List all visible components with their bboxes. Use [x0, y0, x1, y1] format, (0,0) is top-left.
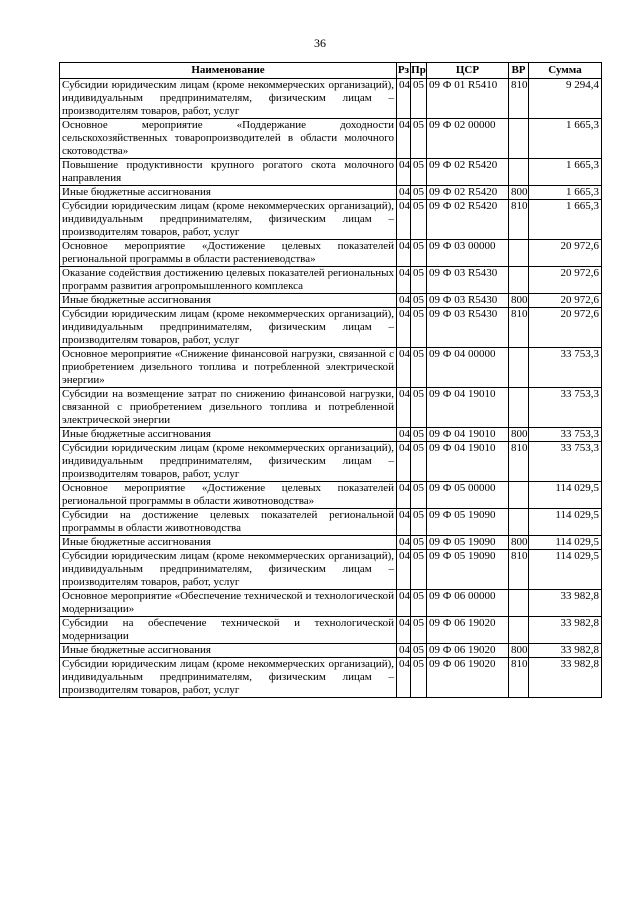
- header-row: [60, 63, 602, 79]
- row-name: Основное мероприятие «Снижение финансовой нагрузки, связанной с приобретением дизельного топлива и потребленной электрической энергии»: [60, 348, 397, 388]
- row-csr: 09 Ф 06 19020: [427, 617, 509, 644]
- row-pr: 05: [411, 308, 427, 348]
- row-vr: 800: [509, 428, 529, 442]
- header-pr: Пр: [411, 63, 427, 79]
- page-number: 36: [314, 36, 326, 50]
- row-rz: 04: [397, 388, 411, 428]
- row-csr: 09 Ф 05 19090: [427, 536, 509, 550]
- row-pr: 05: [411, 348, 427, 388]
- row-name: Субсидии на обеспечение технической и технологической модернизации: [60, 617, 397, 644]
- table-row: [60, 388, 602, 428]
- row-vr: [509, 509, 529, 536]
- row-sum: 114 029,5: [529, 536, 602, 550]
- row-vr: 810: [509, 658, 529, 698]
- row-sum: 33 753,3: [529, 348, 602, 388]
- row-pr: 05: [411, 294, 427, 308]
- row-csr: 09 Ф 02 R5420: [427, 186, 509, 200]
- row-rz: 04: [397, 79, 411, 119]
- row-pr: 05: [411, 550, 427, 590]
- row-rz: 04: [397, 644, 411, 658]
- row-vr: [509, 482, 529, 509]
- row-csr: 09 Ф 05 00000: [427, 482, 509, 509]
- row-name: Основное мероприятие «Поддержание доходности сельскохозяйственных товаропроизводителей в области молочного скотоводства»: [60, 119, 397, 159]
- row-sum: 33 982,8: [529, 617, 602, 644]
- row-csr: 09 Ф 06 19020: [427, 658, 509, 698]
- row-vr: 800: [509, 294, 529, 308]
- table-row: [60, 186, 602, 200]
- row-pr: 05: [411, 442, 427, 482]
- row-csr: 09 Ф 03 R5430: [427, 308, 509, 348]
- row-name: Иные бюджетные ассигнования: [60, 428, 397, 442]
- header-csr: ЦСР: [427, 63, 509, 79]
- row-pr: 05: [411, 482, 427, 509]
- row-csr: 09 Ф 05 19090: [427, 550, 509, 590]
- row-vr: [509, 388, 529, 428]
- row-rz: 04: [397, 119, 411, 159]
- row-sum: 1 665,3: [529, 200, 602, 240]
- row-pr: 05: [411, 79, 427, 119]
- table-row: [60, 240, 602, 267]
- header-vr: ВР: [509, 63, 529, 79]
- row-vr: 810: [509, 79, 529, 119]
- row-pr: 05: [411, 119, 427, 159]
- row-pr: 05: [411, 617, 427, 644]
- row-rz: 04: [397, 509, 411, 536]
- row-sum: 1 665,3: [529, 159, 602, 186]
- table-row: [60, 509, 602, 536]
- row-rz: 04: [397, 428, 411, 442]
- row-vr: [509, 119, 529, 159]
- header-name: Наименование: [60, 63, 397, 79]
- row-csr: 09 Ф 04 19010: [427, 388, 509, 428]
- row-csr: 09 Ф 03 R5430: [427, 267, 509, 294]
- row-vr: 810: [509, 308, 529, 348]
- table-row: [60, 658, 602, 698]
- row-name: Субсидии юридическим лицам (кроме некоммерческих организаций), индивидуальным предпринимателям, физическим лицам – производителям товаров, работ, услуг: [60, 658, 397, 698]
- row-csr: 09 Ф 02 R5420: [427, 200, 509, 240]
- row-vr: [509, 348, 529, 388]
- budget-table: [59, 62, 602, 698]
- row-pr: 05: [411, 388, 427, 428]
- table-row: [60, 267, 602, 294]
- row-sum: 114 029,5: [529, 482, 602, 509]
- table-row: [60, 294, 602, 308]
- row-rz: 04: [397, 536, 411, 550]
- row-name: Повышение продуктивности крупного рогатого скота молочного направления: [60, 159, 397, 186]
- row-sum: 9 294,4: [529, 79, 602, 119]
- table-row: [60, 482, 602, 509]
- row-csr: 09 Ф 06 19020: [427, 644, 509, 658]
- row-sum: 33 982,8: [529, 590, 602, 617]
- row-vr: 800: [509, 536, 529, 550]
- table-header: [60, 63, 602, 79]
- table-row: [60, 617, 602, 644]
- table-row: [60, 119, 602, 159]
- row-name: Субсидии юридическим лицам (кроме некоммерческих организаций), индивидуальным предпринимателям, физическим лицам – производителям товаров, работ, услуг: [60, 200, 397, 240]
- row-sum: 33 982,8: [529, 658, 602, 698]
- row-vr: [509, 240, 529, 267]
- row-csr: 09 Ф 03 00000: [427, 240, 509, 267]
- row-name: Оказание содействия достижению целевых показателей региональных программ развития агропромышленного комплекса: [60, 267, 397, 294]
- table-row: [60, 348, 602, 388]
- row-pr: 05: [411, 658, 427, 698]
- row-pr: 05: [411, 186, 427, 200]
- row-rz: 04: [397, 240, 411, 267]
- table-row: [60, 536, 602, 550]
- row-sum: 20 972,6: [529, 294, 602, 308]
- table-row: [60, 159, 602, 186]
- row-rz: 04: [397, 267, 411, 294]
- row-pr: 05: [411, 200, 427, 240]
- row-vr: 800: [509, 644, 529, 658]
- row-rz: 04: [397, 590, 411, 617]
- row-csr: 09 Ф 06 00000: [427, 590, 509, 617]
- row-sum: 33 753,3: [529, 428, 602, 442]
- row-rz: 04: [397, 348, 411, 388]
- row-sum: 20 972,6: [529, 267, 602, 294]
- row-sum: 1 665,3: [529, 119, 602, 159]
- table-row: [60, 308, 602, 348]
- row-rz: 04: [397, 617, 411, 644]
- table-row: [60, 200, 602, 240]
- row-csr: 09 Ф 01 R5410: [427, 79, 509, 119]
- row-vr: 810: [509, 442, 529, 482]
- row-csr: 09 Ф 04 19010: [427, 428, 509, 442]
- row-csr: 09 Ф 04 00000: [427, 348, 509, 388]
- row-rz: 04: [397, 550, 411, 590]
- row-rz: 04: [397, 159, 411, 186]
- row-rz: 04: [397, 200, 411, 240]
- row-sum: 33 753,3: [529, 442, 602, 482]
- row-vr: 810: [509, 550, 529, 590]
- row-sum: 33 982,8: [529, 644, 602, 658]
- row-name: Субсидии на возмещение затрат по снижению финансовой нагрузки, связанной с приобретением дизельного топлива и потребленной электрической энергии: [60, 388, 397, 428]
- row-vr: [509, 617, 529, 644]
- row-name: Субсидии юридическим лицам (кроме некоммерческих организаций), индивидуальным предпринимателям, физическим лицам – производителям товаров, работ, услуг: [60, 79, 397, 119]
- table-row: [60, 644, 602, 658]
- table-row: [60, 442, 602, 482]
- row-pr: 05: [411, 590, 427, 617]
- row-rz: 04: [397, 294, 411, 308]
- row-csr: 09 Ф 03 R5430: [427, 294, 509, 308]
- row-rz: 04: [397, 482, 411, 509]
- row-sum: 33 753,3: [529, 388, 602, 428]
- row-name: Основное мероприятие «Достижение целевых показателей региональной программы в области животноводства»: [60, 482, 397, 509]
- row-name: Иные бюджетные ассигнования: [60, 294, 397, 308]
- header-rz: Рз: [397, 63, 411, 79]
- header-sum: Сумма: [529, 63, 602, 79]
- row-name: Основное мероприятие «Обеспечение технической и технологической модернизации»: [60, 590, 397, 617]
- row-vr: [509, 267, 529, 294]
- row-vr: 800: [509, 186, 529, 200]
- row-sum: 114 029,5: [529, 550, 602, 590]
- row-sum: 114 029,5: [529, 509, 602, 536]
- row-pr: 05: [411, 509, 427, 536]
- row-sum: 20 972,6: [529, 240, 602, 267]
- table-row: [60, 428, 602, 442]
- row-pr: 05: [411, 240, 427, 267]
- row-rz: 04: [397, 308, 411, 348]
- row-name: Основное мероприятие «Достижение целевых показателей региональной программы в области растениеводства»: [60, 240, 397, 267]
- table-row: [60, 79, 602, 119]
- row-name: Субсидии на достижение целевых показателей региональной программы в области животноводства: [60, 509, 397, 536]
- row-name: Субсидии юридическим лицам (кроме некоммерческих организаций), индивидуальным предпринимателям, физическим лицам – производителям товаров, работ, услуг: [60, 550, 397, 590]
- row-csr: 09 Ф 02 00000: [427, 119, 509, 159]
- row-csr: 09 Ф 02 R5420: [427, 159, 509, 186]
- row-vr: [509, 590, 529, 617]
- row-pr: 05: [411, 536, 427, 550]
- table-row: [60, 590, 602, 617]
- row-rz: 04: [397, 442, 411, 482]
- row-csr: 09 Ф 05 19090: [427, 509, 509, 536]
- row-csr: 09 Ф 04 19010: [427, 442, 509, 482]
- row-name: Субсидии юридическим лицам (кроме некоммерческих организаций), индивидуальным предпринимателям, физическим лицам – производителям товаров, работ, услуг: [60, 442, 397, 482]
- row-vr: [509, 159, 529, 186]
- row-sum: 20 972,6: [529, 308, 602, 348]
- row-pr: 05: [411, 428, 427, 442]
- row-pr: 05: [411, 267, 427, 294]
- row-vr: 810: [509, 200, 529, 240]
- row-pr: 05: [411, 644, 427, 658]
- row-sum: 1 665,3: [529, 186, 602, 200]
- row-rz: 04: [397, 186, 411, 200]
- row-name: Иные бюджетные ассигнования: [60, 186, 397, 200]
- table-body: [60, 79, 602, 698]
- row-name: Иные бюджетные ассигнования: [60, 536, 397, 550]
- row-name: Иные бюджетные ассигнования: [60, 644, 397, 658]
- row-rz: 04: [397, 658, 411, 698]
- table-row: [60, 550, 602, 590]
- row-pr: 05: [411, 159, 427, 186]
- row-name: Субсидии юридическим лицам (кроме некоммерческих организаций), индивидуальным предпринимателям, физическим лицам – производителям товаров, работ, услуг: [60, 308, 397, 348]
